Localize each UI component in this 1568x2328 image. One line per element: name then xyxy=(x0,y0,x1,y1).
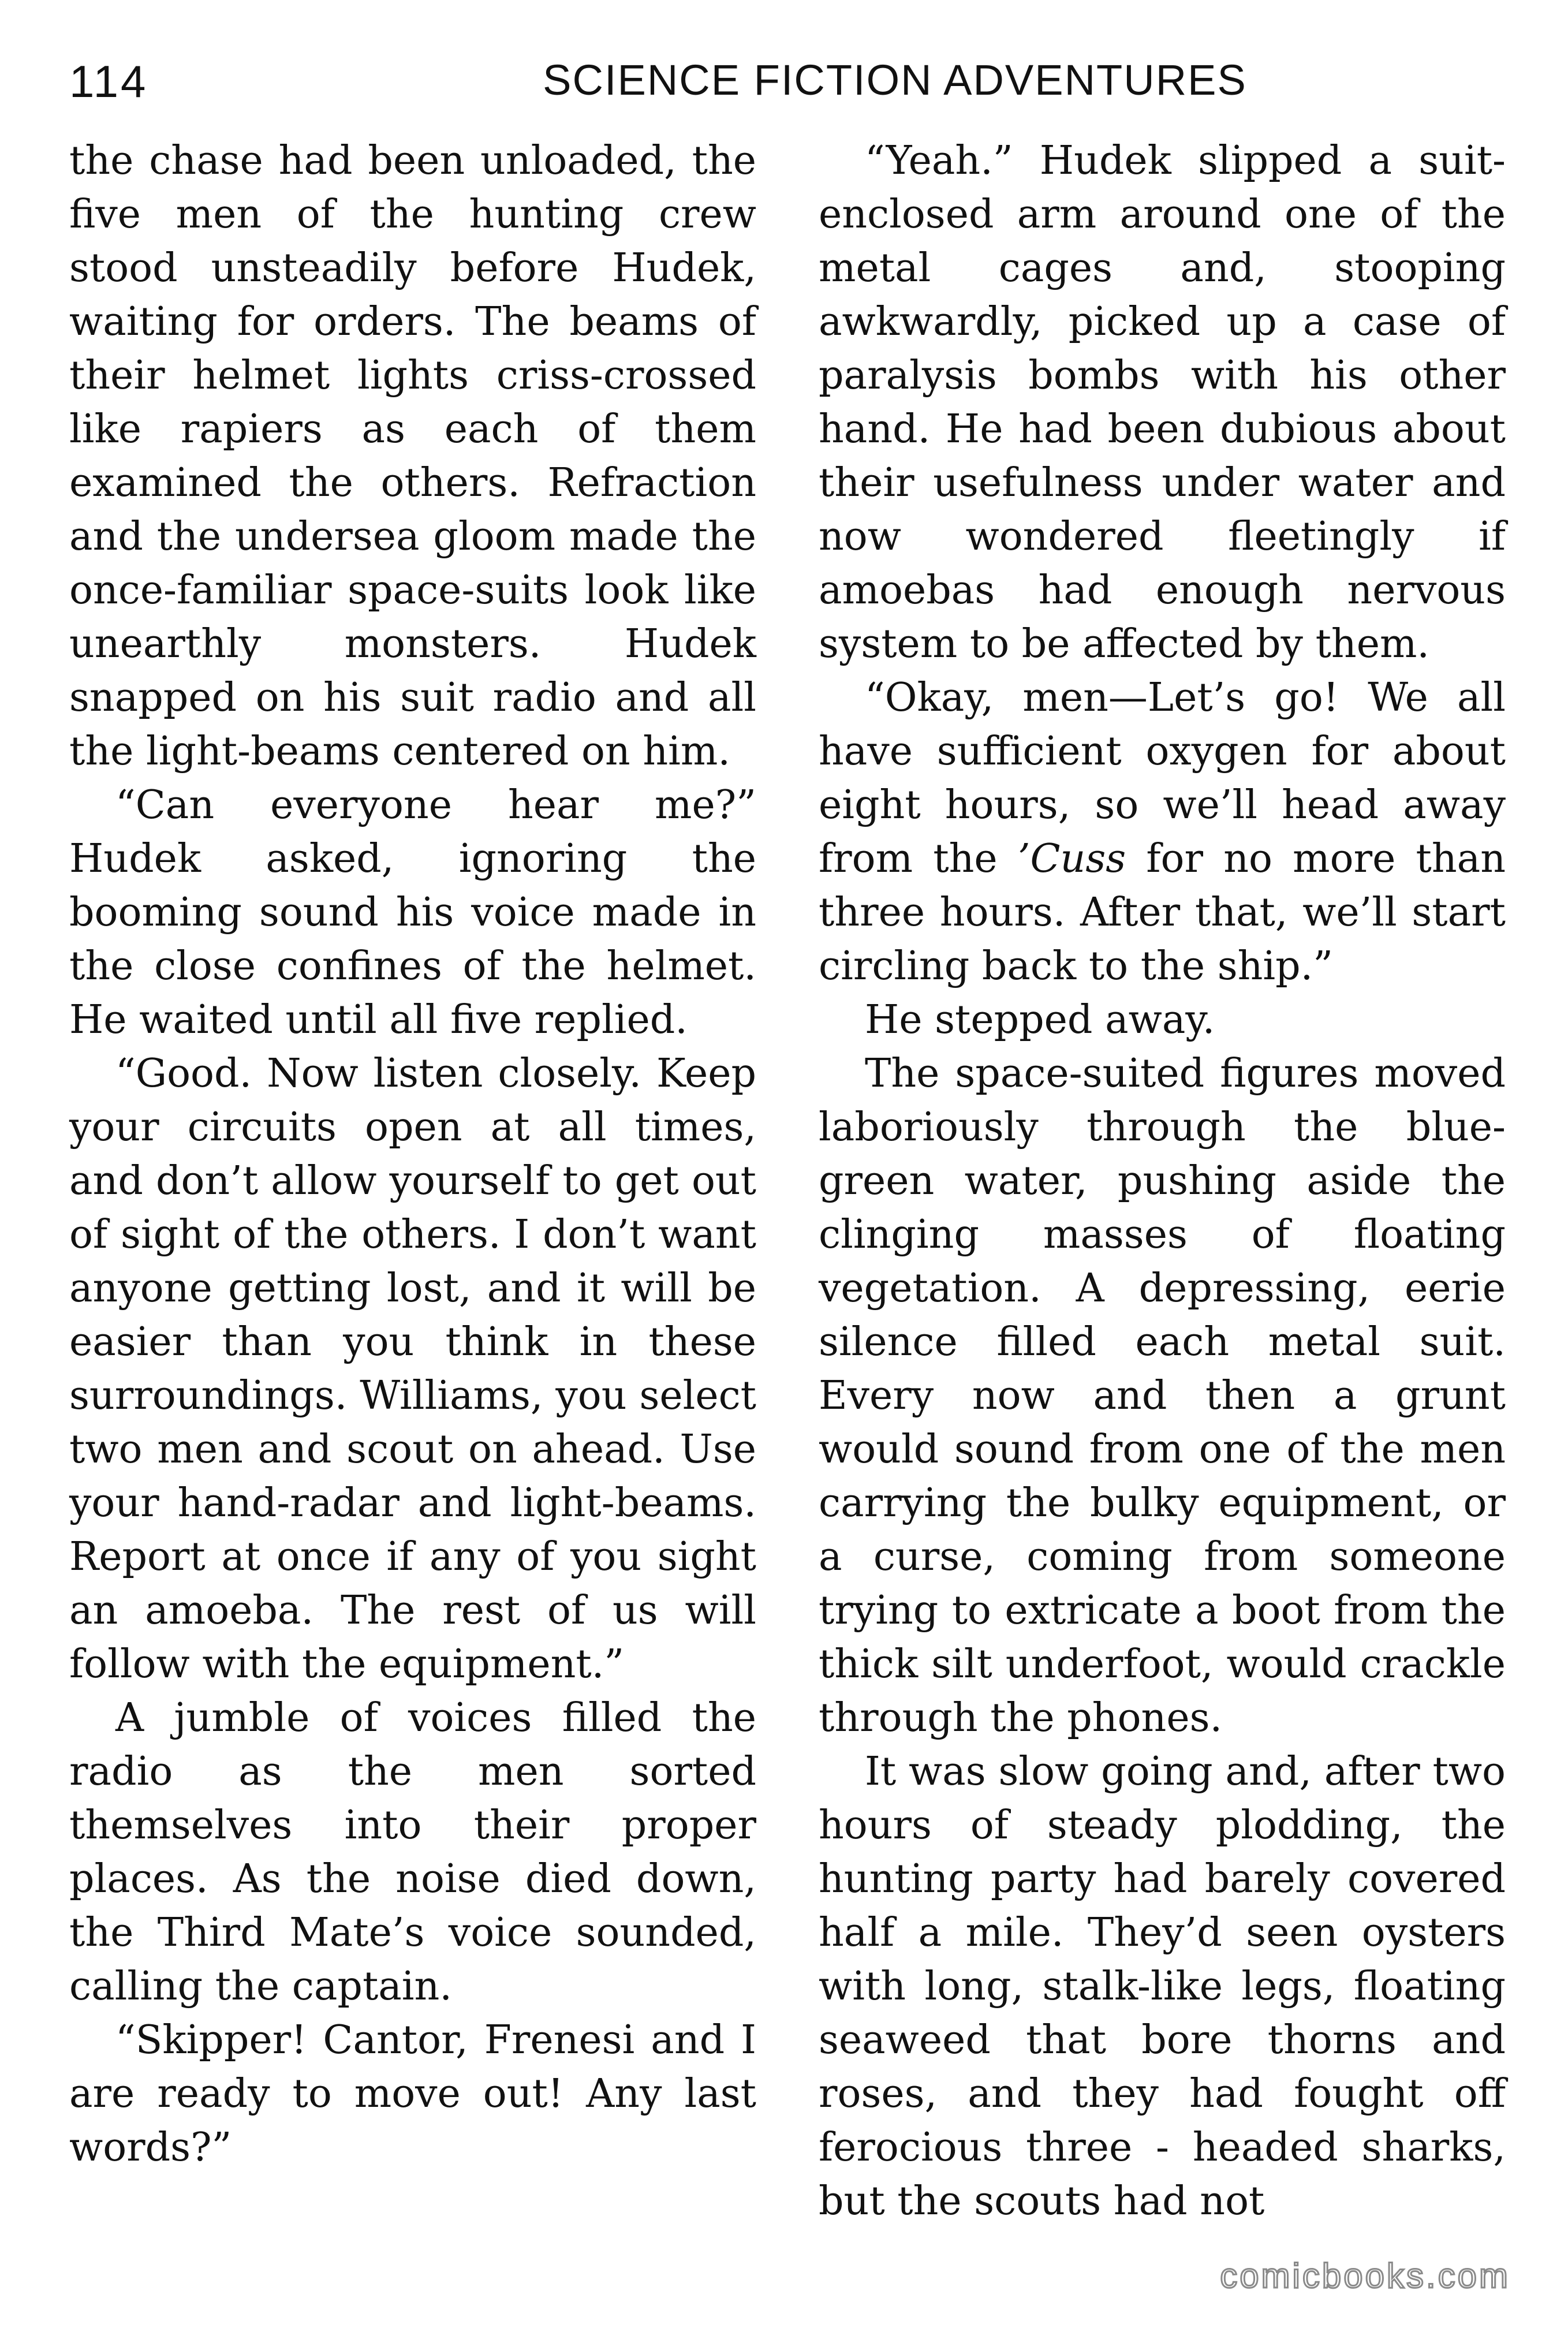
paragraph xyxy=(819,671,1506,993)
page-number: 114 xyxy=(69,56,148,107)
paragraph: “Can everyone hear me?” Hudek asked, ignoring the booming sound his voice made in the close confines of the helmet. He waited until all five replied. xyxy=(69,782,756,1043)
paragraph: He stepped away. xyxy=(865,997,1215,1043)
paragraph: “Skipper! Cantor, Frenesi and I are ready to move out! Any last words?” xyxy=(69,2017,756,2170)
paragraph-text: for no more than three hours. After that, we’ll start circling back to the ship.” xyxy=(819,836,1506,989)
paragraph: the chase had been unloaded, the five men of the hunting crew stood unsteadily before Hudek, waiting for orders. The beams of their helmet lights criss-crossed like rapiers as each of them examined the others. Refraction and the undersea gloom made the once-familiar space-suits look like unearthly monsters. Hudek snapped on his suit radio and all the light-beams centered on him. xyxy=(69,138,756,774)
ship-name: ’Cuss xyxy=(1017,836,1126,882)
right-column xyxy=(819,134,1506,2228)
paragraph: A jumble of voices filled the radio as the men sorted themselves into their proper places. As the noise died down, the Third Mate’s voice sounded, calling the captain. xyxy=(69,1695,756,2009)
paragraph: “Yeah.” Hudek slipped a suit-enclosed arm around one of the metal cages and, stooping awkwardly, picked up a case of paralysis bombs with his other hand. He had been dubious about their usefulness under water and now wondered fleetingly if amoebas had enough nervous system to be affected by them. xyxy=(819,138,1506,667)
left-column xyxy=(69,134,756,2174)
paragraph: It was slow going and, after two hours of steady plodding, the hunting party had barely covered half a mile. They’d seen oysters with long, stalk-like legs, floating seaweed that bore thorns and roses, and they had fought off ferocious three - headed sharks, but the scouts had not xyxy=(819,1749,1506,2224)
paragraph-text: “Okay, men—Let’s go! We all have sufficient oxygen for about eight hours, so we’ll head away from the xyxy=(819,675,1506,882)
page-header xyxy=(69,55,1513,119)
running-head: SCIENCE FICTION ADVENTURES xyxy=(543,56,1247,104)
watermark: comicbooks.com xyxy=(1220,2256,1510,2295)
paragraph: “Good. Now listen closely. Keep your circuits open at all times, and don’t allow yourself to get out of sight of the others. I don’t want anyone getting lost, and it will be easier than you think in these surroundings. Williams, you select two men and scout on ahead. Use your hand-radar and light-beams. Report at once if any of you sight an amoeba. The rest of us will follow with the equipment.” xyxy=(69,1051,756,1687)
paragraph: The space-suited figures moved laboriously through the blue-green water, pushing aside the clinging masses of floating vegetation. A depressing, eerie silence filled each metal suit. Every now and then a grunt would sound from one of the men carrying the bulky equipment, or a curse, coming from someone trying to extricate a boot from the thick silt underfoot, would crackle through the phones. xyxy=(819,1051,1506,1741)
